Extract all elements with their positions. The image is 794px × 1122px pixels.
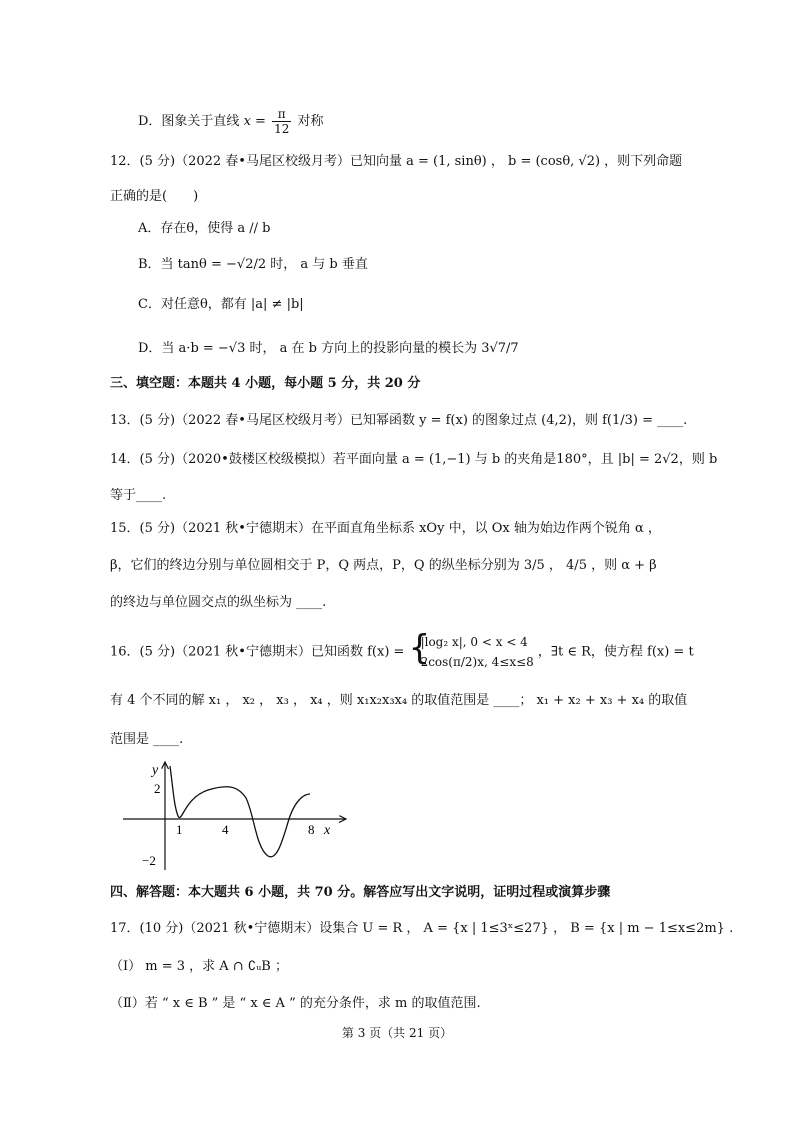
fraction: $\frac{\pi}{12}$ xyxy=(274,107,290,136)
q17-line1: 17．(10 分)（2021 秋•宁德期末）设集合 U = R ， A = {x | 1≤3ˣ≤27} ， B = {x | m − 1≤x≤2m} . xyxy=(110,921,734,936)
q15-line2: β，它们的终边分别与单位圆相交于 P，Q 两点，P，Q 的纵坐标分别为 3/5 ， 4/5 ，则 α + β xyxy=(110,558,657,573)
page-footer: 第 3 页（共 21 页） xyxy=(341,1026,453,1040)
q15-line3: 的终边与单位圆交点的纵坐标为 ____. xyxy=(110,595,327,610)
tick-x-1: 1 xyxy=(176,822,183,837)
curve xyxy=(170,766,310,857)
q17-part1: （Ⅰ） m = 3 ，求 A ∩ ∁ᵤB ； xyxy=(110,959,288,974)
y-axis-label: y xyxy=(152,763,159,778)
tick-y-2: 2 xyxy=(154,781,161,796)
q11-option-d: D．图象关于直线 x = $\frac{\pi}{12}$ 对称 xyxy=(138,107,324,136)
q12-stem-line1: 12．(5 分)（2022 春•马尾区校级月考）已知向量 a = (1, sinθ) ， b = (cosθ, √2) ，则下列命题 xyxy=(110,154,683,169)
q12-option-d: D．当 a·b = −√3 时， a 在 b 方向上的投影向量的模长为 3√7/7 xyxy=(138,341,519,356)
q16-line1: 16．(5 分)（2021 秋•宁德期末）已知函数 f(x) = { |log₂ x|, 0 < x < 4 2cos(π/2)x, 4≤x≤8 ，∃t ∈ R，使方程 f(x) = t xyxy=(110,632,694,672)
x-axis-label: x xyxy=(324,823,331,838)
q12-option-a: A．存在θ，使得 a // b xyxy=(138,221,271,236)
q12-option-b: B．当 tanθ = −√2/2 时， a 与 b 垂直 xyxy=(138,257,368,272)
q16-line2: 有 4 个不同的解 x₁ ， x₂ ， x₃ ， x₄ ，则 x₁x₂x₃x₄ 的取值范围是 ____； x₁ + x₂ + x₃ + x₄ 的取值 xyxy=(110,693,688,708)
q12-stem-line2: 正确的是( ) xyxy=(110,189,199,204)
q15-line1: 15．(5 分)（2021 秋•宁德期末）在平面直角坐标系 xOy 中，以 Ox 轴为始边作两个锐角 α ， xyxy=(110,521,661,536)
section3-heading: 三、填空题：本题共 4 小题，每小题 5 分，共 20 分 xyxy=(110,376,421,391)
tick-x-8: 8 xyxy=(308,822,315,837)
q14-line1: 14．(5 分)（2020•鼓楼区校级模拟）若平面向量 a = (1,−1) 与 b 的夹角是180°，且 |b| = 2√2，则 b xyxy=(110,452,718,467)
function-graph xyxy=(118,758,358,878)
q14-line2: 等于____. xyxy=(110,488,167,503)
tick-x-4: 4 xyxy=(222,822,229,837)
q16-line3: 范围是 ____. xyxy=(110,732,184,747)
piecewise-function: { |log₂ x|, 0 < x < 4 2cos(π/2)x, 4≤x≤8 xyxy=(408,628,534,669)
section4-heading: 四、解答题：本大题共 6 小题，共 70 分。解答应写出文字说明，证明过程或演算步骤 xyxy=(110,885,611,900)
q12-option-c: C．对任意θ，都有 |a| ≠ |b| xyxy=(138,297,304,312)
tick-y-neg2: −2 xyxy=(142,853,156,868)
q17-part2: （Ⅱ）若 “ x ∈ B ” 是 “ x ∈ A ” 的充分条件，求 m 的取值范围. xyxy=(110,996,481,1011)
q13-text: 13．(5 分)（2022 春•马尾区校级月考）已知幂函数 y = f(x) 的图象过点 (4,2)，则 f(1/3) = ____. xyxy=(110,413,688,428)
